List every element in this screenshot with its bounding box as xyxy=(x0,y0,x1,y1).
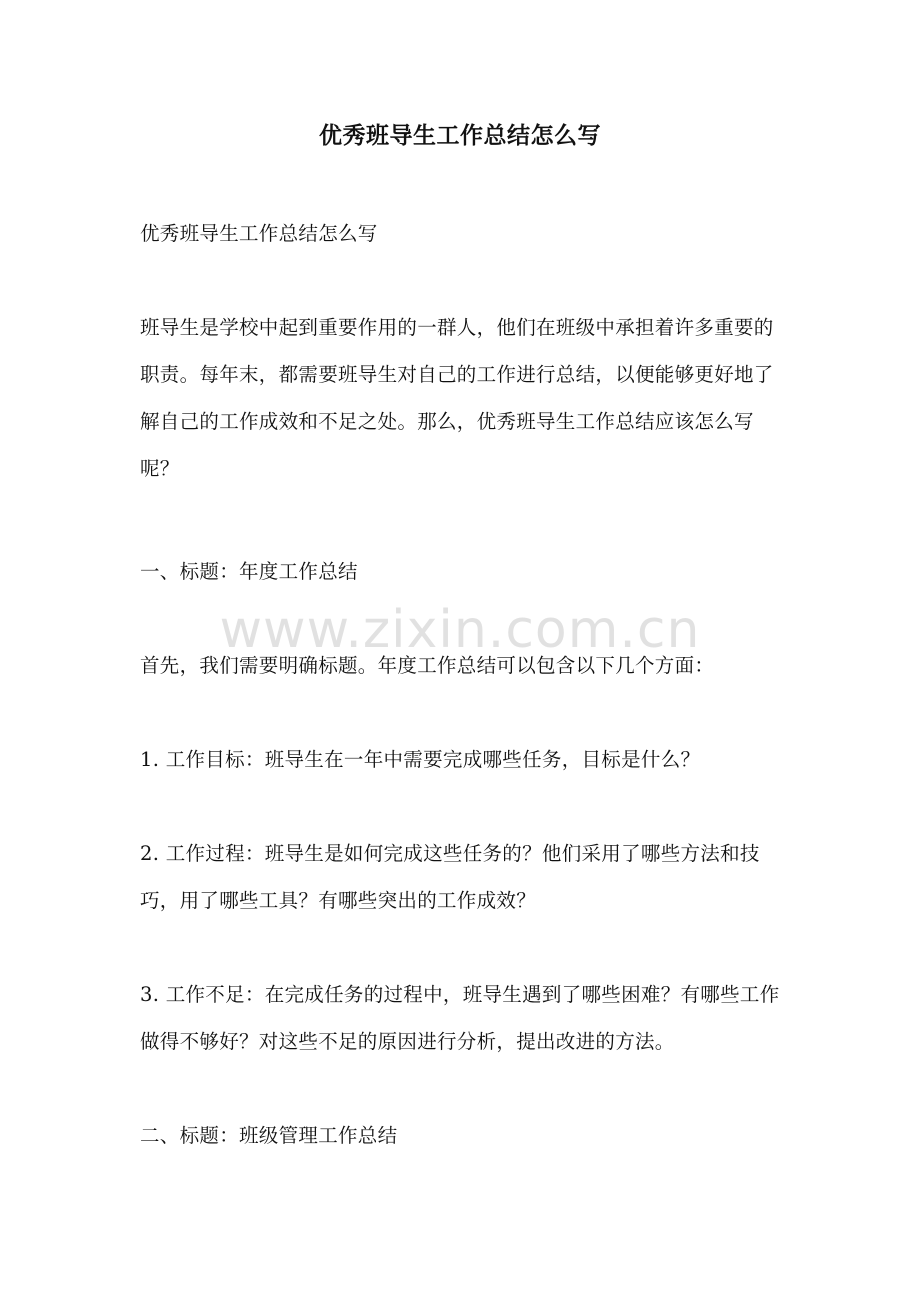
list-item-2: 2. 工作过程：班导生是如何完成这些任务的？他们采用了哪些方法和技巧，用了哪些工具？有哪些突出的工作成效？ xyxy=(140,842,760,912)
body-paragraph: 首先，我们需要明确标题。年度工作总结可以包含以下几个方面： xyxy=(140,654,715,677)
section-heading-1: 一、标题：年度工作总结 xyxy=(140,560,358,583)
section-heading-2: 二、标题：班级管理工作总结 xyxy=(140,1124,398,1147)
list-item-3: 3. 工作不足：在完成任务的过程中，班导生遇到了哪些困难？有哪些工作做得不够好？对这些不足的原因进行分析，提出改进的方法。 xyxy=(140,983,780,1053)
document-title: 优秀班导生工作总结怎么写 xyxy=(319,122,601,149)
intro-paragraph: 班导生是学校中起到重要作用的一群人，他们在班级中承担着许多重要的职责。每年末，都需要班导生对自己的工作进行总结，以便能够更好地了解自己的工作成效和不足之处。那么，优秀班导生工作总结应该怎么写呢？ xyxy=(140,316,774,480)
subtitle-paragraph: 优秀班导生工作总结怎么写 xyxy=(140,222,378,245)
list-item-1: 1. 工作目标：班导生在一年中需要完成哪些任务，目标是什么？ xyxy=(140,748,701,771)
watermark: www.zixin.com.cn xyxy=(219,600,701,660)
